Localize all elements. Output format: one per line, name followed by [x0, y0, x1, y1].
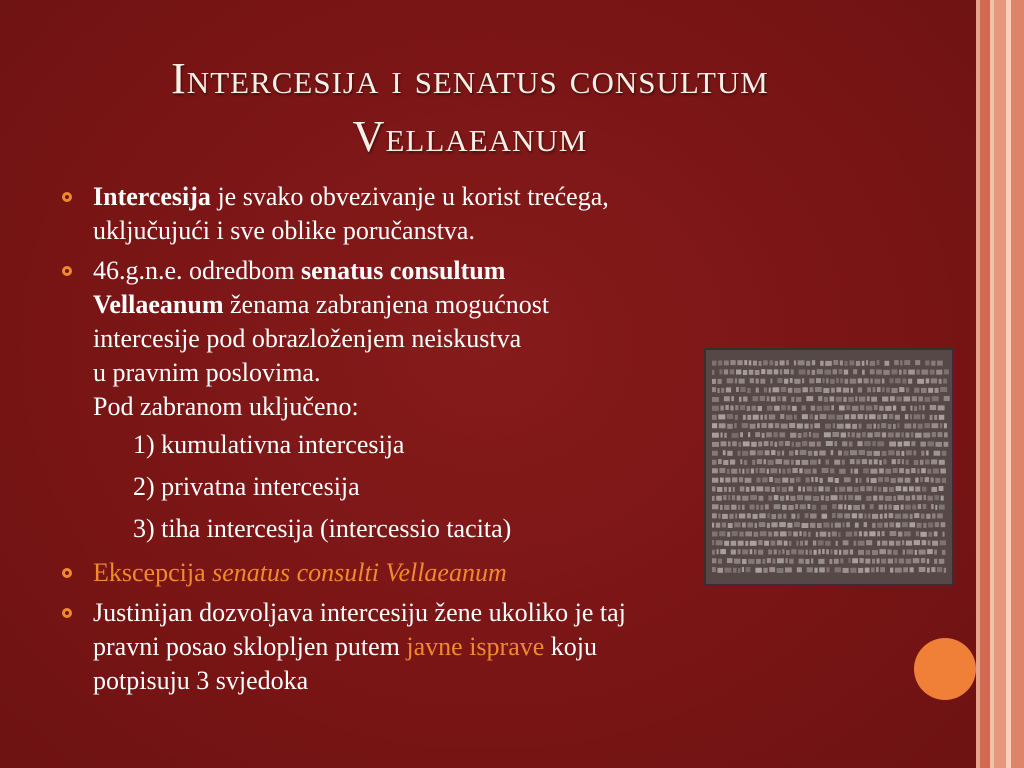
- bronze-inscription-image: [706, 350, 952, 584]
- bullet-text: intercesije pod obrazloženjem neiskustva: [93, 324, 522, 353]
- bullet-justinijan: [60, 596, 860, 698]
- bold-term: senatus consultum: [300, 256, 506, 285]
- title-line-2: Vellaeanum: [352, 112, 588, 161]
- title-line-1: Intercesija i senatus consultum: [171, 54, 769, 103]
- bold-term: Vellaeanum: [93, 290, 224, 319]
- bullet-text: 46.g.n.e. odredbom: [93, 256, 301, 285]
- highlight-term: javne isprave: [406, 632, 545, 661]
- bullet-text: potpisuju 3 svjedoka: [93, 666, 309, 695]
- sub-item: 1) kumulativna intercesija: [133, 430, 405, 459]
- bold-term: Intercesija: [93, 182, 211, 211]
- bullet-text: je svako obvezivanje u korist trećega,: [210, 182, 609, 211]
- bullet-text: uključujući i sve oblike poručanstva.: [93, 216, 475, 245]
- inscription-texture: [706, 350, 952, 584]
- bullet-text: Pod zabranom uključeno:: [93, 392, 359, 421]
- bullet-text: Justinijan dozvoljava intercesiju žene ukoliko je taj: [93, 598, 626, 627]
- bullet-text: pravni posao sklopljen putem: [93, 632, 407, 661]
- decorative-stripes: [976, 0, 1024, 768]
- decorative-circle: [914, 638, 976, 700]
- bullet-text: ženama zabranjena mogućnost: [223, 290, 550, 319]
- bullet-intercesija: [60, 180, 860, 248]
- bullet-text: Ekscepcija: [93, 558, 213, 587]
- bullet-marker-icon: [62, 192, 72, 202]
- bullet-marker-icon: [62, 266, 72, 276]
- bullet-text: u pravnim poslovima.: [93, 358, 321, 387]
- sub-item: 2) privatna intercesija: [133, 472, 360, 501]
- sub-item: 3) tiha intercesija (intercessio tacita): [133, 514, 512, 543]
- bullet-marker-icon: [62, 608, 72, 618]
- bullet-text: koju: [544, 632, 598, 661]
- slide-title: [40, 50, 900, 166]
- bullet-marker-icon: [62, 568, 72, 578]
- italic-term: senatus consulti Vellaeanum: [212, 558, 507, 587]
